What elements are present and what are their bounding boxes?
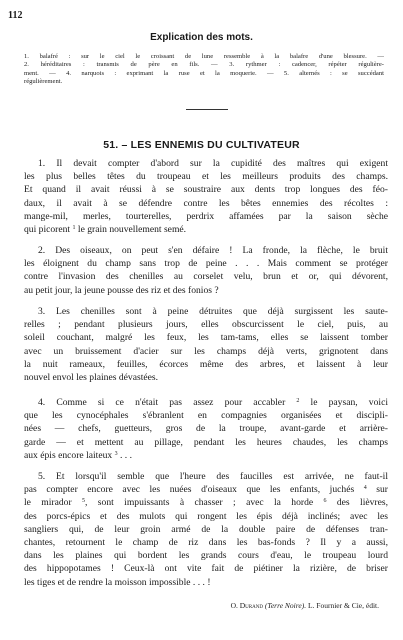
note-line: ment. — 4. narquois : exprimant la ruse et la moquerie. — 5. alternés : se succédant bbox=[24, 69, 384, 77]
source-publisher: L. Fournier & Cie, édit. bbox=[307, 601, 379, 610]
paragraph-line: daux, il avait à se défendre contre les bêtes ennemies des récoltes : bbox=[24, 197, 388, 209]
paragraph-5 bbox=[24, 470, 388, 589]
paragraph-line: pas compter encore avec les nuées d'oiseaux que les enfants, juchés $^4$ sur bbox=[24, 484, 388, 496]
paragraph-line: 2. Des oiseaux, on peut s'en défaire ! La fronde, la flèche, le bruit bbox=[38, 245, 388, 256]
separator-rule bbox=[186, 109, 228, 110]
paragraph-line: 4. Comme si ce n'était pas assez pour accabler $^2$ le paysan, voici bbox=[38, 397, 388, 408]
paragraph-line: qui picorent $^1$ le grain nouvellement semé. bbox=[24, 224, 187, 236]
paragraph-line: des hippopotames ! Ceux-là ont vite fait de piétiner la rizière, de briser bbox=[24, 563, 388, 575]
footnote-marker: 2 bbox=[296, 398, 300, 404]
paragraph-line: avec un bruissement d'acier sur les champs déjà verts, grignotent dans bbox=[24, 345, 388, 357]
footnote-marker: 1 bbox=[72, 225, 76, 232]
paragraph-line: nées — chefs, guetteurs, gros de la troupe, avant-garde et arrière- bbox=[24, 423, 388, 435]
paragraph-line: la nuit rameaux, feuilles, écorces même des arbres, et laissent à leur bbox=[24, 358, 388, 370]
paragraph-line: relles ; pendant plusieurs jours, elles obscurcissent le ciel, puis, au bbox=[24, 319, 388, 331]
source-work: (Terre Noire). bbox=[264, 601, 307, 610]
paragraph-line: les plus belles têtes du troupeau et les meilleurs produits des champs. bbox=[24, 171, 388, 183]
paragraph-line: nouvel envol les plaines dévastées. bbox=[24, 372, 159, 384]
paragraph-line: aux épis encore laiteux $^3$ . . . bbox=[24, 449, 132, 461]
paragraph-line: 1. Il devait compter d'abord sur la cupidité des maîtres qui exigent bbox=[38, 158, 388, 169]
note-line: 1. balafré : sur le ciel le croissant de lune ressemble à la balafre d'une blessure. — bbox=[24, 53, 384, 60]
paragraph-line: soleil couchant, malgré les feux, les tam-tams, elles se laissent tomber bbox=[24, 332, 388, 344]
footnote-marker: 5 bbox=[82, 498, 86, 505]
paragraph-line: chantes, retournent le champ de riz dans les bas-fonds ? Il y a aussi, bbox=[24, 537, 388, 549]
paragraph-line: contre l'invasion des chenilles au corselet velu, brun et or, qui dévorent, bbox=[24, 271, 388, 283]
word-notes bbox=[24, 53, 384, 87]
paragraph-line: des porcs-épics et des mulots qui rongent les épis déjà inclinés; avec les bbox=[24, 510, 388, 522]
paragraph-line: sangliers qui, de leur groin armé de la double paire de défenses tran- bbox=[24, 523, 388, 535]
paragraph-line: Et quand il avait réussi à se soustraire aux dents trop longues des féo- bbox=[24, 184, 388, 196]
page-number: 112 bbox=[8, 10, 23, 21]
paragraph-line: dans les plaines qui bordent les grands cours d'eau, le troupeau lourd bbox=[24, 550, 388, 562]
footnote-marker: 4 bbox=[363, 485, 367, 492]
paragraph-line: 5. Et lorsqu'il semble que l'heure des faucilles est arrivée, ne faut-il bbox=[38, 471, 388, 482]
footnote-marker: 6 bbox=[323, 498, 327, 505]
paragraph-1 bbox=[24, 157, 388, 236]
paragraph-line: au petit jour, la jeune pousse des riz et des fonios ? bbox=[24, 284, 219, 296]
paragraph-line: garde — et mettent au pillage, pendant les heures chaudes, les champs bbox=[24, 436, 388, 448]
paragraph-4 bbox=[24, 396, 388, 462]
note-line: régulièrement. bbox=[24, 78, 63, 86]
paragraph-line: le mirador $^5$, sont impuissants à chasser ; avec la horde $^6$ des lièvres, bbox=[24, 497, 389, 509]
lesson-title: 51. – LES ENNEMIS DU CULTIVATEUR bbox=[103, 139, 300, 151]
paragraph-line: mange-mil, merles, tourterelles, perdrix affamées par la saison sèche bbox=[24, 210, 388, 222]
paragraph-3 bbox=[24, 305, 388, 384]
source-citation bbox=[231, 601, 379, 610]
source-author: O. Durand bbox=[230, 601, 263, 610]
paragraph-line: 3. Les chenilles sont à peine détruites que déjà surgissent les saute- bbox=[38, 306, 388, 317]
paragraph-line: que les cynocéphales s'ébranlent en compagnies organisées et discipli- bbox=[24, 410, 388, 422]
paragraph-line: les tiges et de rendre la moisson impossible . . . ! bbox=[24, 576, 211, 588]
paragraph-2 bbox=[24, 244, 388, 297]
footnote-marker: 3 bbox=[114, 450, 118, 457]
paragraph-line: les éloignent du champ sans trop de peine . . . Mais comment se protéger bbox=[24, 258, 388, 270]
note-line: 2. héréditaires : transmis de père en fils. — 3. rythmer : cadencer, répéter régulière- bbox=[24, 61, 384, 69]
explanation-title: Explication des mots. bbox=[150, 32, 253, 43]
